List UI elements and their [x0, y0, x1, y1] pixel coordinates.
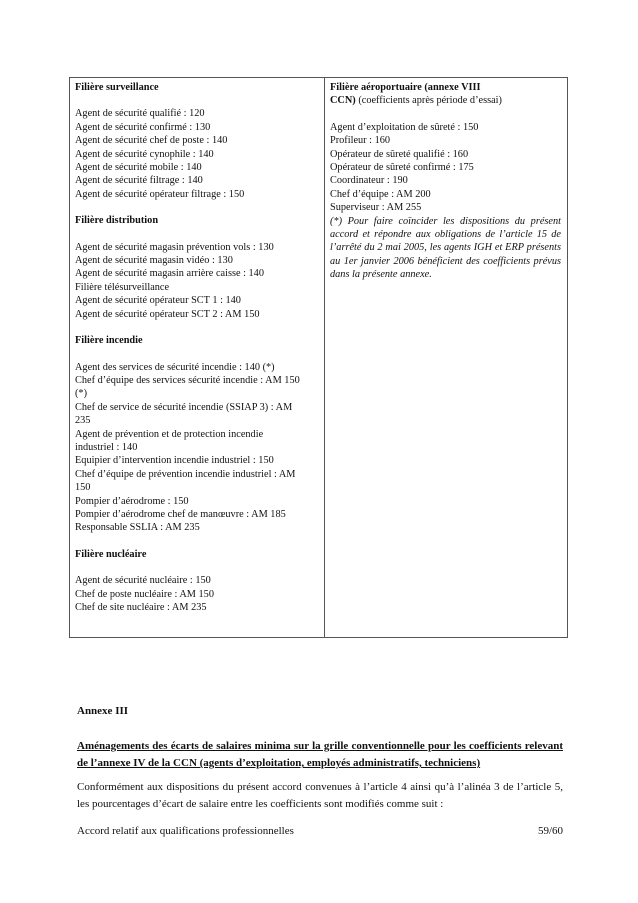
- distribution-list: [75, 241, 318, 321]
- section-subtitle: [330, 94, 561, 107]
- footnote: (*) Pour faire coïncider les dispositions du présent accord et répondre aux obligations de l’article 15 de l’arrêté du 2 mai 2005, les agents IGH et ERP présents au 1er janvier 2006 bénéficient des coefficients prévus dans la présente annexe.: [330, 215, 561, 281]
- list-item: 235: [75, 415, 91, 427]
- list-item: Chef de service de sécurité incendie (SSIAP 3) : AM: [75, 401, 293, 413]
- list-item: Agent de sécurité magasin prévention vols : 130: [75, 241, 274, 253]
- list-item: Chef d’équipe de prévention incendie industriel : AM: [75, 468, 296, 480]
- list-item: Chef de poste nucléaire : AM 150: [75, 588, 214, 600]
- list-item: Agent de sécurité qualifié : 120: [75, 108, 205, 120]
- section-title: Filière surveillance: [75, 82, 159, 93]
- list-item: Agent de sécurité cynophile : 140: [75, 148, 214, 160]
- list-item: Agent de sécurité chef de poste : 140: [75, 135, 228, 147]
- list-item: Agent de sécurité opérateur filtrage : 150: [75, 188, 245, 200]
- list-item: Agent de sécurité filtrage : 140: [75, 175, 203, 187]
- list-item: Agent de sécurité confirmé : 130: [75, 121, 211, 133]
- list-item: Filière télésurveillance: [75, 281, 170, 293]
- aeroportuaire-list: [330, 121, 561, 215]
- left-column: [70, 78, 325, 638]
- section-title: Filière incendie: [75, 335, 143, 347]
- list-item: industriel : 140: [75, 441, 138, 453]
- nucleaire-list: [75, 574, 318, 614]
- list-item: Agent de sécurité magasin vidéo : 130: [75, 255, 233, 267]
- list-item: Agent de prévention et de protection incendie: [75, 428, 264, 440]
- list-item: Agent de sécurité opérateur SCT 1 : 140: [75, 295, 241, 307]
- title-rest-part: (coefficients après période d’essai): [355, 95, 502, 107]
- list-item: Coordinateur : 190: [330, 175, 408, 187]
- list-item: (*): [75, 388, 88, 400]
- list-item: Opérateur de sûreté qualifié : 160: [330, 148, 469, 160]
- footer-title: Accord relatif aux qualifications professionnelles: [77, 825, 294, 837]
- list-item: Pompier d’aérodrome chef de manœuvre : AM 185: [75, 508, 286, 520]
- list-item: Agent d’exploitation de sûreté : 150: [330, 121, 479, 133]
- list-item: Chef d’équipe : AM 200: [330, 188, 431, 200]
- list-item: Agent de sécurité mobile : 140: [75, 162, 202, 174]
- list-item: Agent de sécurité magasin arrière caisse : 140: [75, 268, 264, 280]
- annex-title: Annexe III: [77, 705, 129, 717]
- list-item: Opérateur de sûreté confirmé : 175: [330, 162, 474, 174]
- list-item: 150: [75, 482, 91, 494]
- list-item: Pompier d’aérodrome : 150: [75, 495, 189, 507]
- section-title: Filière nucléaire: [75, 548, 147, 560]
- list-item: Equipier d’intervention incendie industriel : 150: [75, 455, 274, 467]
- list-item: Agent de sécurité opérateur SCT 2 : AM 150: [75, 308, 260, 320]
- right-column: [325, 78, 568, 638]
- surveillance-list: [75, 107, 318, 201]
- list-item: Profileur : 160: [330, 135, 391, 147]
- incendie-list: [75, 361, 318, 535]
- list-item: Chef d’équipe des services sécurité incendie : AM 150: [75, 374, 300, 386]
- annex-body: Conformément aux dispositions du présent accord convenues à l’article 4 ainsi qu’à l’alinéa 3 de l’article 5, les pourcentages d’écart de salaire entre les coefficients sont modifiés comme suit :: [77, 781, 563, 810]
- section-title: Filière distribution: [75, 215, 159, 227]
- section-surveillance: [75, 81, 318, 107]
- list-item: Responsable SSLIA : AM 235: [75, 522, 200, 534]
- coefficients-table: [69, 77, 568, 638]
- list-item: Agent de sécurité nucléaire : 150: [75, 575, 211, 587]
- annex-subtitle: Aménagements des écarts de salaires minima sur la grille conventionnelle pour les coefficients relevant de l’annexe IV de la CCN (agents d’exploitation, employés administratifs, techniciens): [77, 740, 563, 769]
- page-number: 59/60: [537, 825, 563, 837]
- list-item: Superviseur : AM 255: [330, 202, 422, 214]
- section-title: Filière aéroportuaire (annexe VIII: [330, 82, 481, 93]
- title-bold-part: CCN): [330, 95, 356, 107]
- list-item: Agent des services de sécurité incendie : 140 (*): [75, 361, 275, 373]
- list-item: Chef de site nucléaire : AM 235: [75, 602, 207, 613]
